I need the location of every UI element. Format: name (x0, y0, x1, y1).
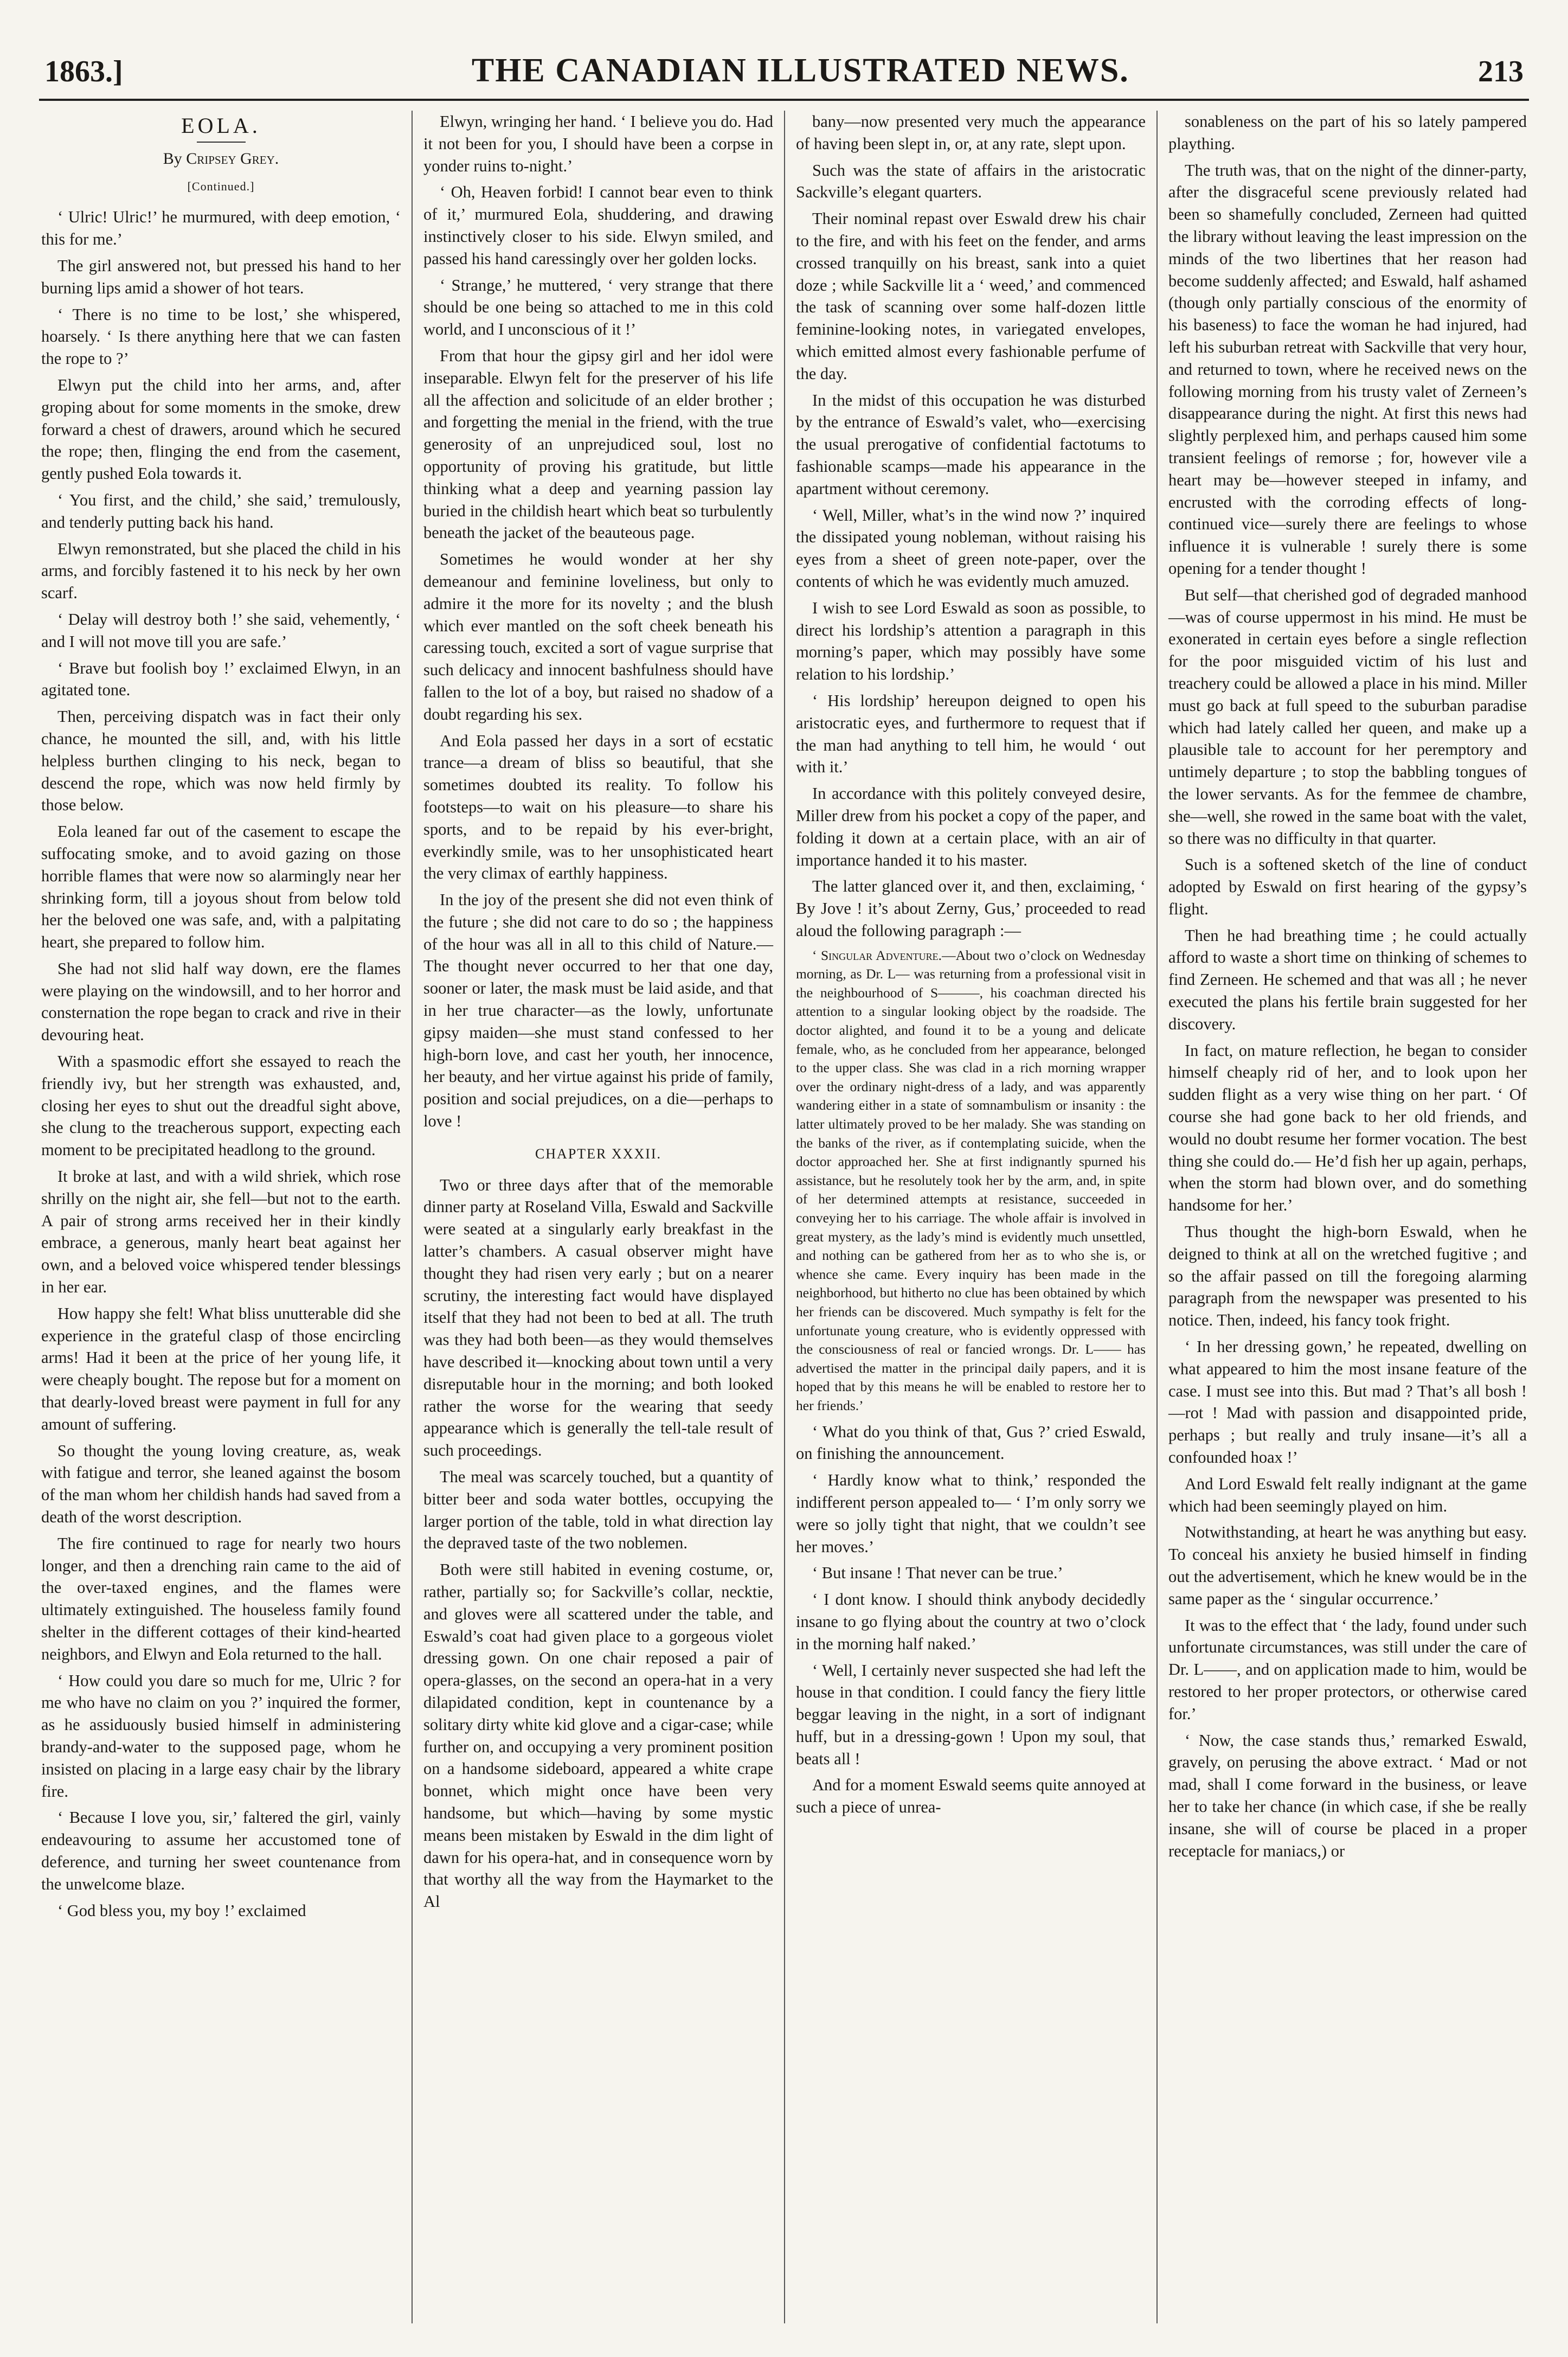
column-3-body-b (796, 1421, 1146, 1819)
byline-prefix: By (163, 149, 182, 168)
paragraph: Then he had breathing time ; he could actually afford to waste a short time on thinking of schemes to find Zerneen. He schemed and that was all ; he never executed the plans his fertile brain suggested for her discovery. (1168, 926, 1527, 1033)
paragraph: In accordance with this politely conveyed desire, Miller drew from his pocket a copy of the paper, and folding it down at a certain place, with an air of importance handed it to his master. (796, 784, 1146, 869)
column-2 (412, 111, 784, 2323)
paragraph: ‘ Well, I certainly never suspected she had left the house in that condition. I could fancy the fiery little beggar leaving in the night, in a sort of indignant huff, but in a dressing-gown ! Upon my soul, that beats all ! (796, 1661, 1146, 1768)
column-1-body (41, 206, 401, 1922)
paragraph: Elwyn remonstrated, but she placed the child in his arms, and forcibly fastened it to his neck by her own scarf. (41, 539, 401, 603)
paragraph: The girl answered not, but pressed his hand to her burning lips amid a shower of hot tears. (41, 256, 401, 297)
paragraph: She had not slid half way down, ere the flames were playing on the windowsill, and to her horror and consternation the rope began to crack and rive in their devouring heat. (41, 959, 401, 1045)
column-2-body-a (423, 111, 773, 1132)
paragraph: ‘ I dont know. I should think anybody decidedly insane to go flying about the country at two o’clock in the morning half naked.’ (796, 1590, 1146, 1653)
column-1 (39, 111, 412, 2323)
paragraph: ‘ Oh, Heaven forbid! I cannot bear even to think of it,’ murmured Eola, shuddering, and drawing instinctively closer to his side. Elwyn smiled, and passed his hand caressingly over her golden locks. (423, 183, 773, 268)
newspaper-extract (796, 946, 1146, 1416)
paragraph: Then, perceiving dispatch was in fact their only chance, he mounted the sill, and, with his little helpless burthen clinging to his neck, began to descend the rope, which was now held firmly by those below. (41, 707, 401, 815)
story-title: EOLA. (181, 113, 261, 138)
column-2-body-b (423, 1174, 773, 1913)
paragraph: Thus thought the high-born Eswald, when he deigned to think at all on the wretched fugitive ; and so the affair passed on till the foregoing alarming paragraph from the newspaper was presented to his notice. Then, indeed, his fancy took fright. (1168, 1222, 1527, 1330)
column-3 (784, 111, 1156, 2323)
paragraph: How happy she felt! What bliss unutterable did she experience in the grateful clasp of those encircling arms! Had it been at the price of her young life, it were cheaply bought. The repose but for a moment on that dearly-loved breast were payment in full for any amount of suffering. (41, 1304, 401, 1433)
paragraph: It broke at last, and with a wild shriek, which rose shrilly on the night air, she fell—but not to the earth. A pair of strong arms received her in their kindly embrace, a generous, manly heart beat against her own, and a beloved voice whispered tender blessings in her ear. (41, 1167, 401, 1297)
extract-body: —About two o’clock on Wednesday morning, as Dr. L— was returning from a professional visit in the neighbourhood of S———, his coachman directed his attention to a singular looking object by the roadside. The doctor alighted, and found it to be a young and delicate female, who, as he concluded from her appearance, belonged to the upper class. She was clad in a rich morning wrapper over the ordinary night-dress of a lady, and was apparently wandering either in a state of somnambulism or insanity : the latter ultimately proved to be her malady. She was standing on the banks of the river, as if contemplating suicide, when the doctor approached her. She at first indignantly spurned his assistance, but he resolutely took her by the arm, and, in spite of her determined attempts at resistance, succeeded in conveying her to his carriage. The whole affair is involved in great mystery, as the lady’s mind is evidently much unsettled, and nothing can be gathered from her as to who she is, or whence she came. Every inquiry has been made in the neighborhood, but hitherto no clue has been obtained by which her friends can be discovered. Much sympathy is felt for the unfortunate young creature, who is evidently oppressed with the consciousness of real or fancied wrongs. Dr. L—— has advertised the matter in the principal daily papers, and it is hoped that by this means he will be enabled to restore her to her friends.’ (796, 947, 1146, 1413)
paragraph: ‘ Brave but foolish boy !’ exclaimed Elwyn, in an agitated tone. (41, 658, 401, 700)
chapter-heading: CHAPTER XXXII. (535, 1145, 662, 1162)
paragraph: bany—now presented very much the appearance of having been slept in, or, at any rate, slept upon. (796, 112, 1146, 153)
paragraph: Both were still habited in evening costume, or, rather, partially so; for Sackville’s collar, necktie, and gloves were all scattered under the table, and Eswald’s coat had given place to a gorgeous violet dressing gown. On one chair reposed a pair of opera-glasses, on the second an opera-hat in a very dilapidated condition, kept in countenance by a solitary dirty white kid glove and a cigar-case; while further on, and occupying a very prominent position on a handsome sideboard, appeared a white crape bonnet, which might once have been very handsome, but which—having by some mystic means been mistaken by Eswald in the dim light of dawn for his opera-hat, and in consequence worn by that worthy all the way from the Haymarket to the Al (423, 1560, 773, 1911)
paragraph: It was to the effect that ‘ the lady, found under such unfortunate circumstances, was still under the care of Dr. L——, and on application made to him, would be restored to her proper protectors, or otherwise cared for.’ (1168, 1616, 1527, 1723)
paragraph: ‘ You first, and the child,’ she said,’ tremulously, and tenderly putting back his hand. (41, 490, 401, 531)
column-4-body (1168, 111, 1527, 1862)
paragraph: ‘ What do you think of that, Gus ?’ cried Eswald, on finishing the announcement. (796, 1422, 1146, 1463)
paragraph: Notwithstanding, at heart he was anything but easy. To conceal his anxiety he busied himself in finding out the advertisement, which he knew would be in the same paper as the ‘ singular occurrence.’ (1168, 1523, 1527, 1608)
author-name: Cripsey Grey. (186, 149, 279, 168)
newspaper-title: THE CANADIAN ILLUSTRATED NEWS. (471, 52, 1129, 89)
paragraph: So thought the young loving creature, as, weak with fatigue and terror, she leaned against the bosom of the man whom her childish hands had saved from a death of the worst description. (41, 1441, 401, 1527)
paragraph: The meal was scarcely touched, but a quantity of bitter beer and soda water bottles, occupying the larger portion of the table, told in what direction lay the depraved taste of the two noblemen. (423, 1468, 773, 1553)
paragraph: In the joy of the present she did not even think of the future ; she did not care to do so ; the happiness of the hour was all in all to this child of Nature.— The thought never occurred to her that one day, sooner or later, the mask must be laid aside, and that in her true character—as the lowly, unfortunate gipsy maiden—she must stand confessed to her high-born love, and cast her youth, her innocence, her beauty, and her virtue against his pride of family, position and social prejudices, on a die—perhaps to love ! (423, 891, 773, 1131)
paragraph: Such was the state of affairs in the aristocratic Sackville’s elegant quarters. (796, 161, 1146, 202)
paragraph: And Eola passed her days in a sort of ecstatic trance—a dream of bliss so beautiful, that she sometimes doubted its reality. To follow his footsteps—to wait on his pleasure—to share his sports, and to be repaid by his ever-bright, everkindly smile, was to her unsophisticated heart the very climax of earthly happiness. (423, 731, 773, 883)
paragraph: But self—that cherished god of degraded manhood—was of course uppermost in his mind. He must be exonerated in certain eyes before a single reflection for the poor misguided victim of his lust and treachery could be allowed a place in his mind. Miller must go back at full speed to the suburban paradise which had lately called her queen, and make up a plausible tale to account for her peremptory and untimely departure ; to stop the babbling tongues of the lower servants. As for the femmee de chambre, she—well, she rowed in the same boat with the valet, so there was no difficulty in that quarter. (1168, 585, 1527, 848)
paragraph: ‘ His lordship’ hereupon deigned to open his aristocratic eyes, and furthermore to request that if the man had anything to tell him, he would ‘ out with it.’ (796, 691, 1146, 777)
paragraph: Sometimes he would wonder at her shy demeanour and feminine loveliness, but only to admire it the more for its novelty ; and the blush which ever mantled on the soft cheek beneath his caressing touch, excited a sort of vague surprise that such delicacy and innocent bashfulness should have fallen to the lot of a boy, but raised no shadow of a doubt regarding his sex. (423, 550, 773, 723)
paragraph: Eola leaned far out of the casement to escape the suffocating smoke, and to avoid gazing on those horrible flames that were now so alarmingly near her shrinking form, till a joyous shout from below told her the beloved one was safe, and, with a palpitating heart, she prepared to follow him. (41, 822, 401, 952)
paragraph: ‘ Now, the case stands thus,’ remarked Eswald, gravely, on perusing the above extract. ‘ Mad or not mad, shall I come forward in the business, or leave her to take her chance (in which case, if she be really insane, she will of course be placed in a proper receptacle for maniacs,) or (1168, 1731, 1527, 1860)
paragraph: And Lord Eswald felt really indignant at the game which had been seemingly played on him. (1168, 1474, 1527, 1515)
paragraph: The latter glanced over it, and then, exclaiming, ‘ By Jove ! it’s about Zerny, Gus,’ proceeded to read aloud the following paragraph :— (796, 877, 1146, 940)
paragraph: ‘ God bless you, my boy !’ exclaimed (57, 1901, 306, 1920)
paragraph: From that hour the gipsy girl and her idol were inseparable. Elwyn felt for the preserver of his life all the affection and solicitude of an elder brother ; and forgetting the menial in the friend, with the true generosity of an unprejudiced soul, lost no opportunity of proving his gratitude, but little thinking what a deep and yearning passion lay buried in the childish heart which beat so turbulently beneath the jacket of the beauteous page. (423, 346, 773, 542)
paragraph: ‘ There is no time to be lost,’ she whispered, hoarsely. ‘ Is there anything here that we can fasten the rope to ?’ (41, 305, 401, 368)
paragraph: ‘ In her dressing gown,’ he repeated, dwelling on what appeared to him the most insane feature of the case. I must see into this. But mad ? That’s all bosh !—rot ! Mad with passion and disappointed pride, perhaps ; but really and truly insane—it’s all a confounded hoax !’ (1168, 1337, 1527, 1467)
page-number: 213 (1478, 55, 1524, 88)
header-rule (39, 99, 1529, 101)
paragraph: ‘ Because I love you, sir,’ faltered the girl, vainly endeavouring to assume her accustomed tone of deference, and turning her sweet countenance from the unwelcome blaze. (41, 1808, 401, 1893)
paragraph: The fire continued to rage for nearly two hours longer, and then a drenching rain came to the aid of the over-taxed engines, and the flames were ultimately extinguished. The houseless family found shelter in the different cottages of their kind-hearted neighbors, and Elwyn and Eola returned to the hall. (41, 1534, 401, 1663)
paragraph: ‘ Ulric! Ulric!’ he murmured, with deep emotion, ‘ this for me.’ (41, 208, 401, 249)
paragraph: ‘ Well, Miller, what’s in the wind now ?’ inquired the dissipated young nobleman, without raising his eyes from a sheet of green note-paper, over the contents of which he was evidently much amuzed. (796, 505, 1146, 591)
paragraph: With a spasmodic effort she essayed to reach the friendly ivy, but her strength was exhausted, and, closing her eyes to shut out the dreadful sight above, she clung to the treacherous support, expecting each moment to be precipitated headlong to the ground. (41, 1052, 401, 1160)
paragraph: Elwyn put the child into her arms, and, after groping about for some moments in the smoke, drew forward a chest of drawers, around which he secured the rope; then, flinging the end from the casement, gently pushed Eola towards it. (41, 375, 401, 483)
paragraph: I wish to see Lord Eswald as soon as possible, to direct his lordship’s attention a paragraph in this morning’s paper, which may possibly have some relation to his lordship.’ (796, 598, 1146, 684)
column-3-body-a (796, 111, 1146, 942)
paragraph: ‘ How could you dare so much for me, Ulric ? for me who have no claim on you ?’ inquired the former, as he assiduously busied himself in administering brandy-and-water to the supposed page, whom he insisted on placing in a large easy chair by the library fire. (41, 1671, 401, 1801)
paragraph: Elwyn, wringing her hand. ‘ I believe you do. Had it not been for you, I should have been a corpse in yonder ruins to-night.’ (423, 112, 773, 175)
extract-lead: ‘ Singular Adventure. (812, 947, 942, 963)
paragraph: ‘ But insane ! That never can be true.’ (812, 1564, 1063, 1583)
paragraph: Their nominal repast over Eswald drew his chair to the fire, and with his feet on the fender, and arms crossed tranquilly on his breast, sank into a quiet doze ; while Sackville lit a ‘ weed,’ and commenced the task of scanning over some half-dozen little feminine-looking notes, in variegated envelopes, which emitted almost every fashionable perfume of the day. (796, 209, 1146, 383)
paragraph: ‘ Strange,’ he muttered, ‘ very strange that there should be one being so attached to me in this cold world, and I unconscious of it !’ (423, 276, 773, 339)
continued-note: [Continued.] (187, 179, 255, 193)
byline (41, 148, 401, 170)
paragraph: Such is a softened sketch of the line of conduct adopted by Eswald on first hearing of the gypsy’s flight. (1168, 855, 1527, 918)
column-4 (1156, 111, 1529, 2323)
title-rule (197, 142, 246, 143)
paragraph: And for a moment Eswald seems quite annoyed at such a piece of unrea- (796, 1776, 1146, 1817)
paragraph: The truth was, that on the night of the dinner-party, after the disgraceful scene previously related had been so shamefully concluded, Zerneen had quitted the library without leaving the least impression on the minds of the two libertines that her reason had become suddenly affected; and Eswald, half ashamed (though only partially conscious of the enormity of his baseness) to face the woman he had injured, had left his suburban retreat with Sackville that very hour, and returned to town, where he received news on the following morning from his trusty valet of Zerneen’s disappearance during the night. At first this news had slightly perplexed him, and perhaps caused him some transient feelings of remorse ; for, however vile a heart may be—however steeped in infamy, and encrusted with the corroding effects of long-continued vice—surely there are feelings to whose influence it is vulnerable ! surely there is some opening for a tender thought ! (1168, 161, 1527, 578)
paragraph: sonableness on the part of his so lately pampered plaything. (1168, 112, 1527, 153)
paragraph: ‘ Delay will destroy both !’ she said, vehemently, ‘ and I will not move till you are safe.’ (41, 610, 401, 651)
text-columns (39, 111, 1529, 2323)
paragraph: In the midst of this occupation he was disturbed by the entrance of Eswald’s valet, who—exercising the usual prerogative of confidential factotums to fashionable scamps—made his appearance in the apartment without ceremony. (796, 390, 1146, 498)
paragraph: Two or three days after that of the memorable dinner party at Roseland Villa, Eswald and Sackville were seated at a singularly early breakfast in the latter’s chambers. A casual observer might have thought they had risen very early ; but on a nearer scrutiny, the interesting fact would have displayed itself that they had not been to bed at all. The truth was they had both been—as they would themselves have described it—knocking about town until a very disreputable hour in the morning; and both looked rather the worse for the wearing that seedy appearance which is generally the tell-tale result of such proceedings. (423, 1175, 773, 1460)
issue-year: 1863.] (44, 55, 123, 88)
paragraph: In fact, on mature reflection, he began to consider himself cheaply rid of her, and to look upon her sudden flight as a very wise thing on her part. ‘ Of course she had gone back to her old friends, and would no doubt resume her former vocation. The best thing she could do.— He’d fish her up again, perhaps, when the storm had blown over, and do something handsome for her.’ (1168, 1041, 1527, 1215)
masthead (39, 52, 1529, 90)
paragraph: ‘ Hardly know what to think,’ responded the indifferent person appealed to— ‘ I’m only sorry we were so jolly tight that night, that we couldn’t see her moves.’ (796, 1471, 1146, 1556)
